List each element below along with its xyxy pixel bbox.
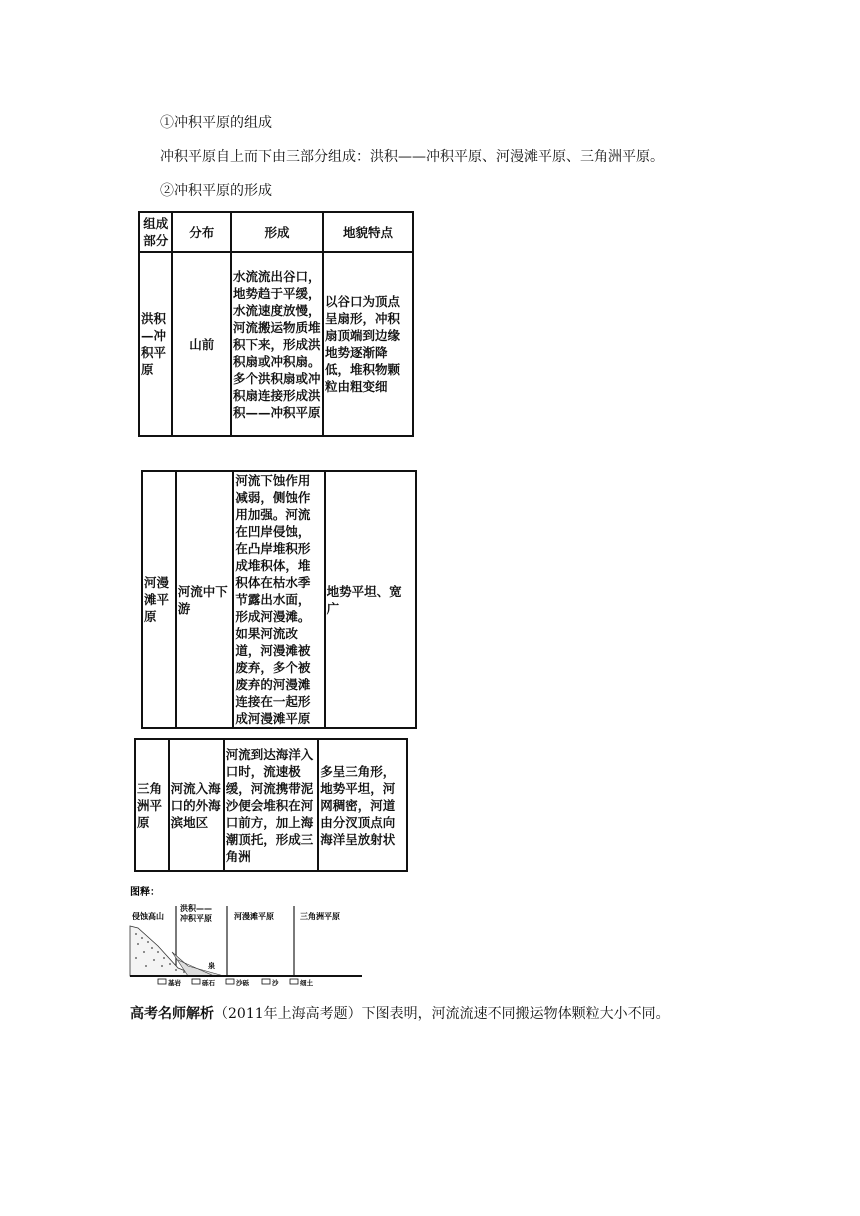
heading-composition: ①冲积平原的组成 [160,115,272,131]
diagram-caption: 图释： [130,887,160,898]
header-distribution: 分布 [172,212,231,252]
table-delta-plain [134,738,408,872]
cell-distribution: 河流入海口的外海滨地区 [169,739,224,871]
cell-part: 河漫滩平原 [142,471,176,728]
diagram-legend [158,978,314,987]
exam-analysis-label: 高考名师解析 [130,1006,214,1022]
cell-formation: 河流下蚀作用减弱，侧蚀作用加强。河流在凹岸侵蚀，在凸岸堆积形成堆积体，堆积体在枯水季节露出水面，形成河漫滩。如果河流改道，河漫滩被废弃，多个被废弃的河漫滩连接在一起形成河漫滩平原 [233,471,324,728]
cell-part: 洪积—冲积平原 [139,252,172,436]
exam-analysis-line [130,1003,670,1023]
heading-formation: ②冲积平原的形成 [160,183,272,199]
cell-features: 地势平坦、宽广 [325,471,416,728]
zone-label-delta: 三角洲平原 [300,912,340,921]
legend-swatch-sandy-gravel [226,979,234,984]
legend-gravel: 砾石 [202,979,215,987]
legend-sandy-gravel: 沙砾 [236,979,249,987]
legend-swatch-fine-soil [290,979,298,984]
cell-features: 以谷口为顶点呈扇形，冲积扇顶端到边缘地势逐渐降低，堆积物颗粒由粗变细 [323,252,413,436]
cell-part: 三角洲平原 [135,739,169,871]
cell-formation: 河流到达海洋入口时，流速极缓，河流携带泥沙便会堆积在河口前方，加上海潮顶托，形成三角洲 [224,739,319,871]
header-formation: 形成 [231,212,323,252]
cell-distribution: 河流中下游 [176,471,234,728]
table-alluvial-fan-plain [138,211,414,437]
cell-formation: 水流流出谷口，地势趋于平缓，水流速度放慢，河流搬运物质堆积下来，形成洪积扇或冲积扇。多个洪积扇或冲积扇连接形成洪积——冲积平原 [231,252,323,436]
legend-swatch-gravel [192,979,200,984]
cell-features: 多呈三角形，地势平坦，河网稠密，河道由分汊顶点向海洋呈放射状 [318,739,407,871]
legend-sand: 沙 [272,979,279,987]
zone-label-floodplain: 河漫滩平原 [234,912,274,921]
legend-swatch-bedrock [158,979,166,984]
legend-swatch-sand [262,979,270,984]
spring-label: 泉 [208,962,215,970]
alluvial-plain-diagram [128,886,364,990]
legend-bedrock: 基岩 [168,979,181,987]
zone-label-fan: 洪积——冲积平原 [180,904,212,923]
legend-fine-soil: 细土 [300,979,313,987]
composition-paragraph: 冲积平原自上而下由三部分组成：洪积——冲积平原、河漫滩平原、三角洲平原。 [160,149,664,165]
header-part: 组成部分 [139,212,172,252]
exam-analysis-text: （2011年上海高考题）下图表明，河流流速不同搬运物体颗粒大小不同。 [214,1006,670,1022]
cell-distribution: 山前 [172,252,231,436]
zone-label-mountain: 侵蚀高山 [132,912,164,921]
table-floodplain [141,470,417,729]
header-features: 地貌特点 [323,212,413,252]
